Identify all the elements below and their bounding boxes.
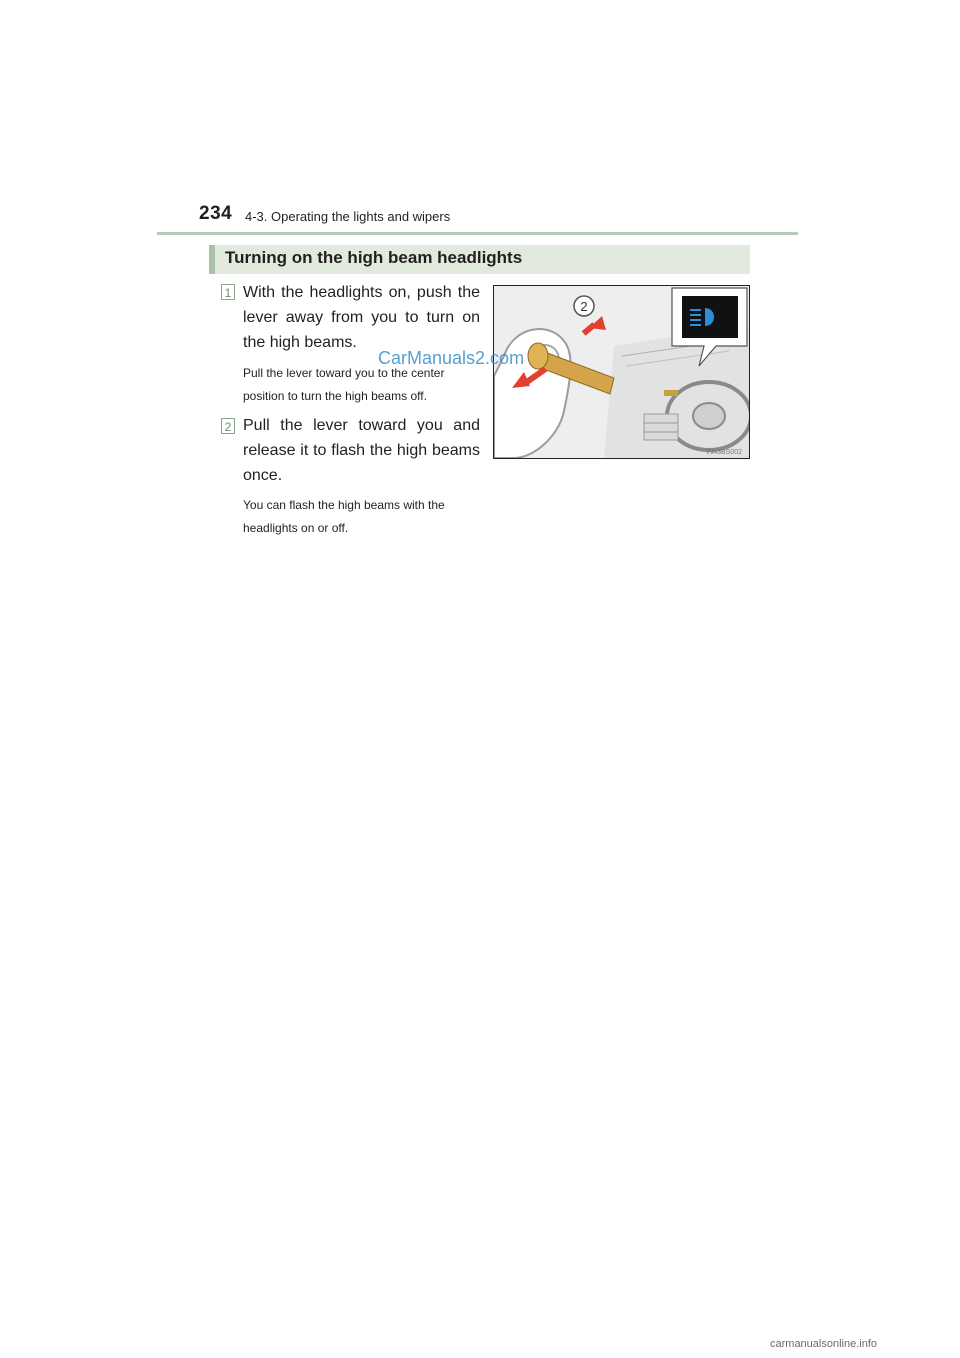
footer-watermark: carmanualsonline.info — [770, 1338, 878, 1350]
step-2-note: You can flash the high beams with the headlights on or off. — [243, 498, 445, 535]
svg-text:2: 2 — [580, 299, 588, 314]
section-heading: Turning on the high beam headlights — [225, 248, 523, 267]
watermark-overlay: CarManuals2.com — [378, 348, 525, 368]
section-title: 4-3. Operating the lights and wipers — [245, 209, 451, 224]
page-number: 234 — [199, 203, 233, 224]
step-1-number: 1 — [221, 284, 235, 300]
step-1-text: With the headlights on, push the lever away from you to turn on the high beams. — [243, 284, 480, 351]
step-1-note: Pull the lever toward you to the center position to turn the high beams off. — [243, 366, 445, 403]
svg-text:IN43BS002: IN43BS002 — [706, 449, 742, 456]
header-divider — [157, 232, 798, 235]
step-2-number: 2 — [221, 418, 235, 434]
step-2-text: Pull the lever toward you and release it to flash the high beams once. — [243, 417, 480, 484]
callout-2-icon — [574, 296, 594, 316]
high-beam-lever-illustration — [493, 285, 750, 459]
